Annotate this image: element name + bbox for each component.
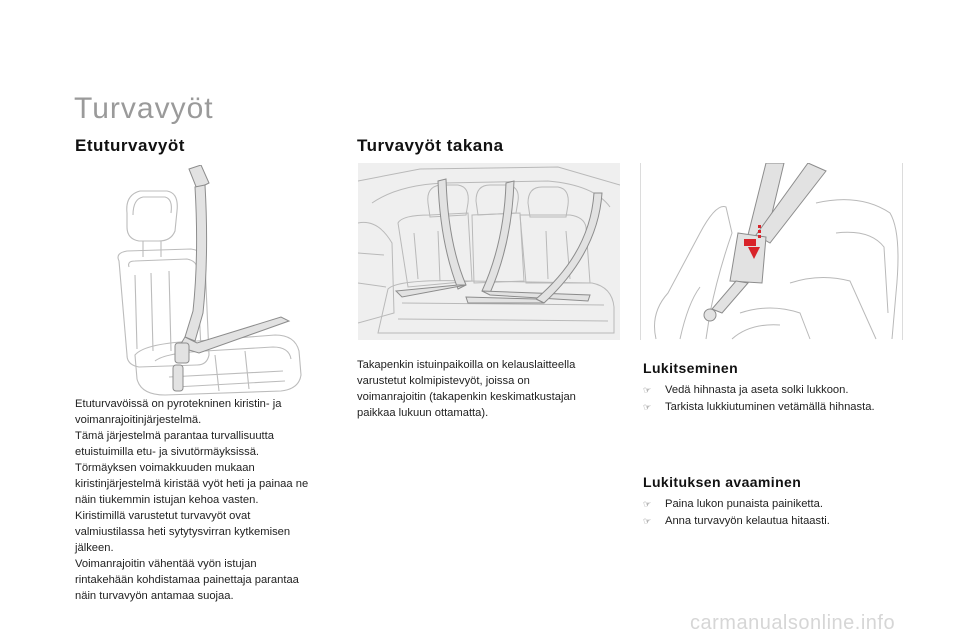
text-line: näin turvavyön antamaa suojaa. [75,590,234,602]
front-seat-illustration [105,165,310,397]
text-line: jälkeen. [75,542,114,554]
rear-seatbelts-heading: Turvavyöt takana [357,136,504,155]
text-line: voimanrajoitin (takapenkin keskimatkustajan [357,391,576,403]
front-seatbelts-heading: Etuturvavyöt [75,136,185,155]
text-line: Takapenkin istuinpaikoilla on kelauslaitteella [357,359,576,371]
list-item [643,513,830,530]
unlocking-steps [643,496,830,530]
step-text: Paina lukon punaista painiketta. [665,498,823,510]
buckle-locking-illustration [640,163,903,340]
rear-seats-illustration [358,163,620,340]
text-line: valmiustilassa heti sytytysvirran kytkemisen [75,526,291,538]
list-item [643,399,875,416]
text-line: Voimanrajoitin vähentää vyön istujan [75,558,257,570]
list-item [643,382,875,399]
list-item [643,496,830,513]
text-line: kiristinjärjestelmä kiristää vyöt heti ja painaa ne [75,478,309,490]
step-text: Vedä hihnasta ja aseta solki lukkoon. [665,384,849,396]
pointing-hand-icon: ☞ [643,499,652,509]
page-title: Turvavyöt [74,92,214,125]
text-line: varustetut kolmipistevyöt, joissa on [357,375,530,387]
step-text: Anna turvavyön kelautua hitaasti. [665,515,830,527]
text-line: Etuturvavöissä on pyrotekninen kiristin- ja [75,398,282,410]
unlocking-heading: Lukituksen avaaminen [643,474,802,490]
locking-steps [643,382,875,416]
rear-seatbelts-paragraph [357,357,607,421]
text-line: rintakehään kohdistamaa painettaja parantaa [75,574,299,586]
text-line: Törmäyksen voimakkuuden mukaan [75,462,255,474]
text-line: Tämä järjestelmä parantaa turvallisuutta [75,430,274,442]
step-text: Tarkista lukkiutuminen vetämällä hihnasta. [665,401,875,413]
watermark: carmanualsonline.info [690,612,896,634]
text-line: paikkaa lukuun ottamatta). [357,407,489,419]
text-line: voimanrajoitinjärjestelmä. [75,414,202,426]
pointing-hand-icon: ☞ [643,516,652,526]
text-line: näin tiukemmin istujan kehoa vasten. [75,494,259,506]
pointing-hand-icon: ☞ [643,385,652,395]
text-line: Kiristimillä varustetut turvavyöt ovat [75,510,251,522]
pointing-hand-icon: ☞ [643,402,652,412]
text-line: etuistuimilla etu- ja sivutörmäyksissä. [75,446,260,458]
locking-heading: Lukitseminen [643,360,739,376]
front-seatbelts-paragraph [75,396,340,604]
